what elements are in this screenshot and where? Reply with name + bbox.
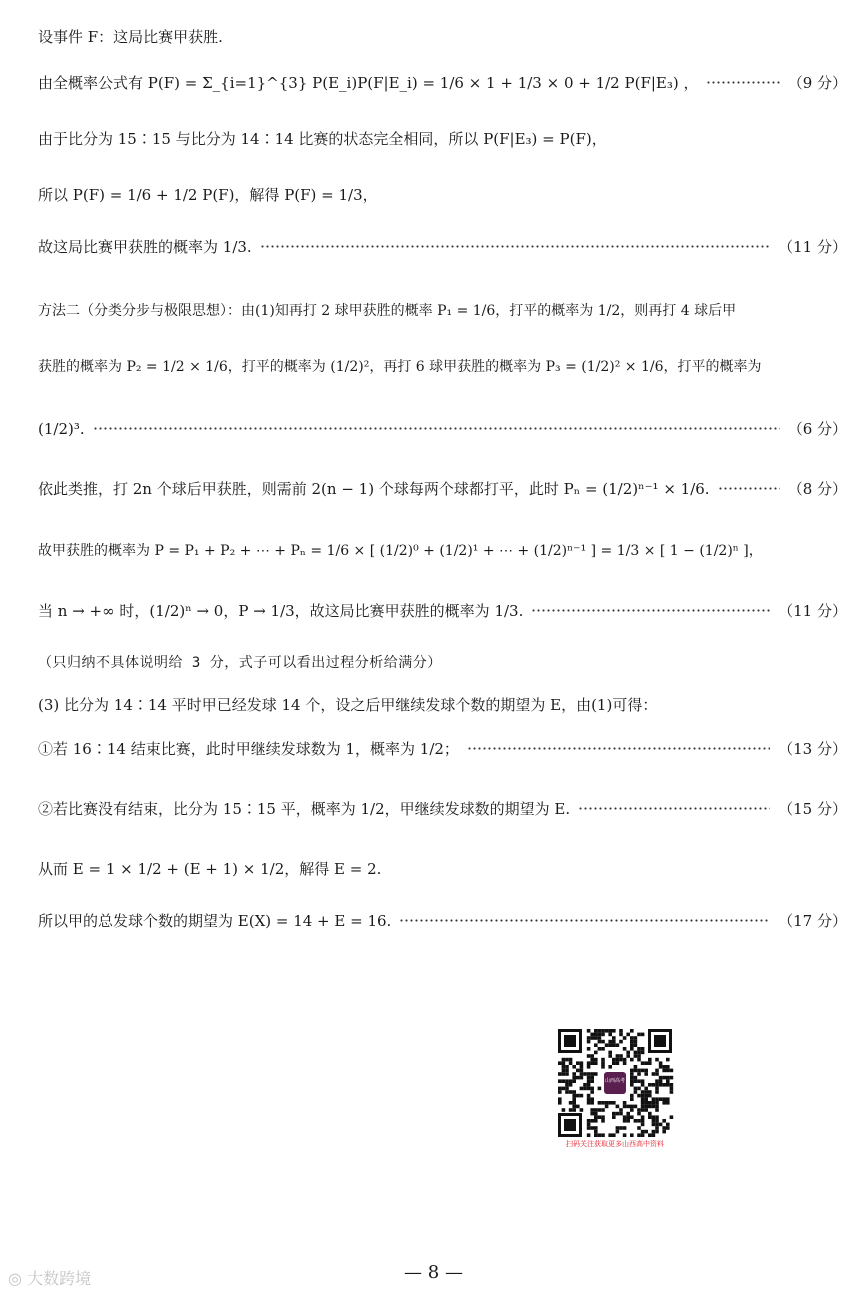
grading-note <box>38 652 847 672</box>
qr-center-label: 山西高考 <box>604 1078 626 1084</box>
dot-leader <box>93 427 780 430</box>
line-text: 由于比分为 15∶15 与比分为 14∶14 比赛的状态完全相同，所以 P(F|E₃) = P(F)， <box>38 130 607 148</box>
watermark-text: 大数跨境 <box>27 1269 92 1288</box>
text-line-8 <box>38 418 847 439</box>
text-line-16 <box>38 910 847 931</box>
qr-finder-top-left <box>558 1029 582 1053</box>
line-text: (3) 比分为 14∶14 平时甲已经发球 14 个，设之后甲继续发球个数的期望为 E，由(1)可得： <box>38 696 658 714</box>
score-label: （8 分） <box>787 480 847 498</box>
text-line-14 <box>38 798 847 819</box>
text-line-9 <box>38 478 847 499</box>
score-label: （15 分） <box>778 800 847 818</box>
dot-leader <box>467 747 770 750</box>
text-line-2 <box>38 72 847 93</box>
text-line-6 <box>38 300 847 320</box>
score-label: （11 分） <box>778 238 847 256</box>
text-line-15 <box>38 858 847 879</box>
line-text: 当 n → +∞ 时，(1/2)ⁿ → 0，P → 1/3，故这局比赛甲获胜的概率为 1/3. <box>38 602 524 620</box>
text-line-13 <box>38 738 847 759</box>
line-text: 由全概率公式有 P(F) = Σ_{i=1}^{3} P(E_i)P(F|E_i) = 1/6 × 1 + 1/3 × 0 + 1/2 P(F|E₃) ， <box>38 74 699 92</box>
qr-finder-top-right <box>648 1029 672 1053</box>
text-line-5 <box>38 236 847 257</box>
line-text: 设事件 F：这局比赛甲获胜. <box>38 28 223 46</box>
text-line-11 <box>38 600 847 621</box>
score-label: （13 分） <box>778 740 847 758</box>
score-label: （6 分） <box>787 420 847 438</box>
qr-caption: 扫码关注获取更多山西高中资料 <box>566 1140 664 1148</box>
watermark-logo <box>8 1266 91 1289</box>
text-line-4 <box>38 184 847 205</box>
watermark-icon: ◎ <box>8 1269 22 1288</box>
dot-leader <box>578 807 770 810</box>
qr-code[interactable] <box>556 1027 674 1139</box>
dot-leader <box>531 609 770 612</box>
text-line-1 <box>38 26 847 47</box>
score-label: （9 分） <box>787 74 847 92</box>
dot-leader <box>706 81 779 84</box>
line-text: 方法二（分类分步与极限思想）：由(1)知再打 2 球甲获胜的概率 P₁ = 1/6，打平的概率为 1/2，则再打 4 球后甲 <box>38 303 737 319</box>
line-text: 故这局比赛甲获胜的概率为 1/3. <box>38 238 252 256</box>
text-line-3 <box>38 128 847 149</box>
line-text: ①若 16∶14 结束比赛，此时甲继续发球数为 1，概率为 1/2； <box>38 740 459 758</box>
qr-finder-bottom-left <box>558 1113 582 1137</box>
text-line-7 <box>38 356 847 376</box>
line-text: (1/2)³. <box>38 419 85 438</box>
line-text: 故甲获胜的概率为 P = P₁ + P₂ + ⋯ + Pₙ = 1/6 × [ (1/2)⁰ + (1/2)¹ + ⋯ + (1/2)ⁿ⁻¹ ] = 1/3 × [ 1 − (1/2)ⁿ ]， <box>38 543 763 559</box>
line-text: 获胜的概率为 P₂ = 1/2 × 1/6，打平的概率为 (1/2)²，再打 6 球甲获胜的概率为 P₃ = (1/2)² × 1/6，打平的概率为 <box>38 359 762 375</box>
dot-leader <box>718 487 780 490</box>
line-text: （只归纳不具体说明给 3 分，式子可以看出过程分析给满分） <box>38 655 442 671</box>
score-label: （17 分） <box>778 912 847 930</box>
dot-leader <box>260 245 770 248</box>
line-text: 依此类推，打 2n 个球后甲获胜，则需前 2(n − 1) 个球每两个球都打平，此时 Pₙ = (1/2)ⁿ⁻¹ × 1/6. <box>38 480 710 498</box>
qr-center-logo <box>602 1070 628 1096</box>
line-text: ②若比赛没有结束，比分为 15∶15 平，概率为 1/2，甲继续发球数的期望为 E. <box>38 800 571 818</box>
page-number: — 8 — <box>404 1262 463 1283</box>
line-text: 从而 E = 1 × 1/2 + (E + 1) × 1/2，解得 E = 2. <box>38 860 382 878</box>
score-label: （11 分） <box>778 602 847 620</box>
line-text: 所以 P(F) = 1/6 + 1/2 P(F)，解得 P(F) = 1/3， <box>38 186 378 204</box>
text-line-12 <box>38 694 847 715</box>
line-text: 所以甲的总发球个数的期望为 E(X) = 14 + E = 16. <box>38 912 392 930</box>
dot-leader <box>399 919 770 922</box>
text-line-10 <box>38 540 847 560</box>
